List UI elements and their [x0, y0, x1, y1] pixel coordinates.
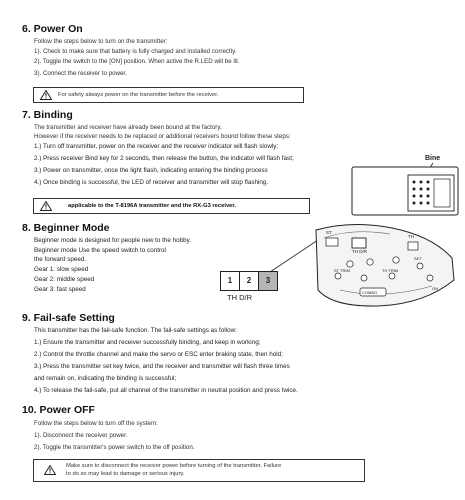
panel-label-set: SET: [414, 256, 422, 261]
section-7-heading: 7. Binding: [22, 109, 73, 121]
warning-icon: [40, 90, 52, 100]
section-6-step-1: 1). Check to make sure that battery is fully charged and installed correctly.: [34, 48, 237, 55]
panel-label-th: TH: [408, 234, 414, 239]
section-9-step-4: 4.) To release the fail-safe, put all channel of the transmitter in neutral position and press twice.: [34, 387, 298, 394]
speed-switch-caption: TH D/R: [227, 293, 252, 302]
section-6-warning-text: For safety always power on the transmitter before the receiver.: [58, 91, 219, 98]
section-8-line-3: the forward speed.: [34, 256, 87, 263]
panel-label-combo: COMBO: [362, 290, 378, 295]
section-9-step-1: 1.) Ensure the transmitter and receiver successfully binding, and keep in working;: [34, 339, 261, 346]
panel-label-on: ON: [432, 286, 438, 291]
transmitter-panel-icon: [312, 220, 457, 308]
section-10-warning-line-1: Make sure to disconnect the receiver power before turning of the transmitter. Failure: [66, 463, 282, 469]
section-9-step-2: 2.) Control the throttle channel and make the servo or ESC enter braking state, then hold;: [34, 351, 283, 358]
speed-switch-position-1: 1: [221, 272, 240, 290]
section-8-gear-2: Gear 2: middle speed: [34, 276, 95, 283]
section-9-intro: This transmitter has the fail-safe function. The fail-safe settings as follow:: [34, 327, 237, 334]
panel-label-th-trim: TH TRIM: [382, 268, 399, 273]
speed-switch-position-2: 2: [240, 272, 259, 290]
section-7-step-3: 3.) Power on transmitter, once the light flash, indicating entering the binding process: [34, 167, 268, 174]
section-6-heading: 6. Power On: [22, 23, 83, 35]
section-7-intro-1: The transmitter and receiver have already been bound at the factory.: [34, 124, 222, 131]
section-7-warning-text: applicable to the T-8196A transmitter and the RX-G3 receiver.: [68, 202, 236, 209]
section-10-heading: 10. Power OFF: [22, 404, 95, 416]
section-7-warning-box: [33, 198, 310, 214]
section-7-intro-2: However if the receiver needs to be replaced or additional receivers bound follow these steps:: [34, 133, 291, 140]
section-9-step-3: 3.) Press the transmitter set key twice, and the receiver and transmitter will flash three times: [34, 363, 290, 370]
section-10-warning-box: [33, 459, 365, 482]
warning-icon: [40, 201, 52, 211]
panel-label-st-trim: ST TRIM: [334, 268, 350, 273]
section-10-warning-line-2: to do so may lead to damage or serious injury.: [66, 471, 185, 477]
section-6-warning-box: [33, 87, 304, 103]
receiver-icon: [350, 155, 462, 217]
bind-label: Bine: [425, 155, 441, 162]
section-8-line-2: Beginner mode Use the speed switch to control: [34, 247, 166, 254]
section-6-step-2: 2). Toggle the switch to the [ON] position. When active the R.LED will be lit.: [34, 58, 240, 65]
section-8-gear-3: Gear 3: fast speed: [34, 286, 86, 293]
section-8-heading: 8. Beginner Mode: [22, 222, 110, 234]
warning-icon: [44, 465, 56, 475]
section-8-gear-1: Gear 1: slow speed: [34, 266, 89, 273]
section-7-step-2: 2.) Press receiver Bind key for 2 seconds, then release the button, the indicator will flash fast;: [34, 155, 294, 162]
section-9-step-3-cont: and remain on, indicating the binding is successful;: [34, 375, 177, 382]
section-10-step-2: 2). Toggle the transmitter's power switch to the off position.: [34, 444, 195, 451]
section-6-step-3: 3). Connect the receiver to power.: [34, 70, 127, 77]
speed-switch-position-3: 3: [259, 272, 277, 290]
transmitter-panel: [312, 220, 457, 308]
section-10-step-1: 1). Disconnect the receiver power.: [34, 432, 128, 439]
section-10-intro: Follow the steps below to turn off the system:: [34, 420, 158, 427]
section-7-step-4: 4.) Once binding is successful, the LED of receiver and transmitter will stop flashing.: [34, 179, 269, 186]
section-7-step-1: 1.) Turn off transmitter, power on the receiver and the receiver indicator will flash slowly;: [34, 143, 279, 150]
receiver-illustration: [350, 155, 462, 217]
panel-label-th-dr: TH D/R: [352, 249, 367, 254]
panel-label-st: ST: [326, 230, 332, 235]
section-9-heading: 9. Fail-safe Setting: [22, 312, 115, 324]
section-6-intro: Follow the steps below to turn on the transmitter:: [34, 38, 168, 45]
section-8-line-1: Beginner mode is designed for people new to the hobby.: [34, 237, 192, 244]
